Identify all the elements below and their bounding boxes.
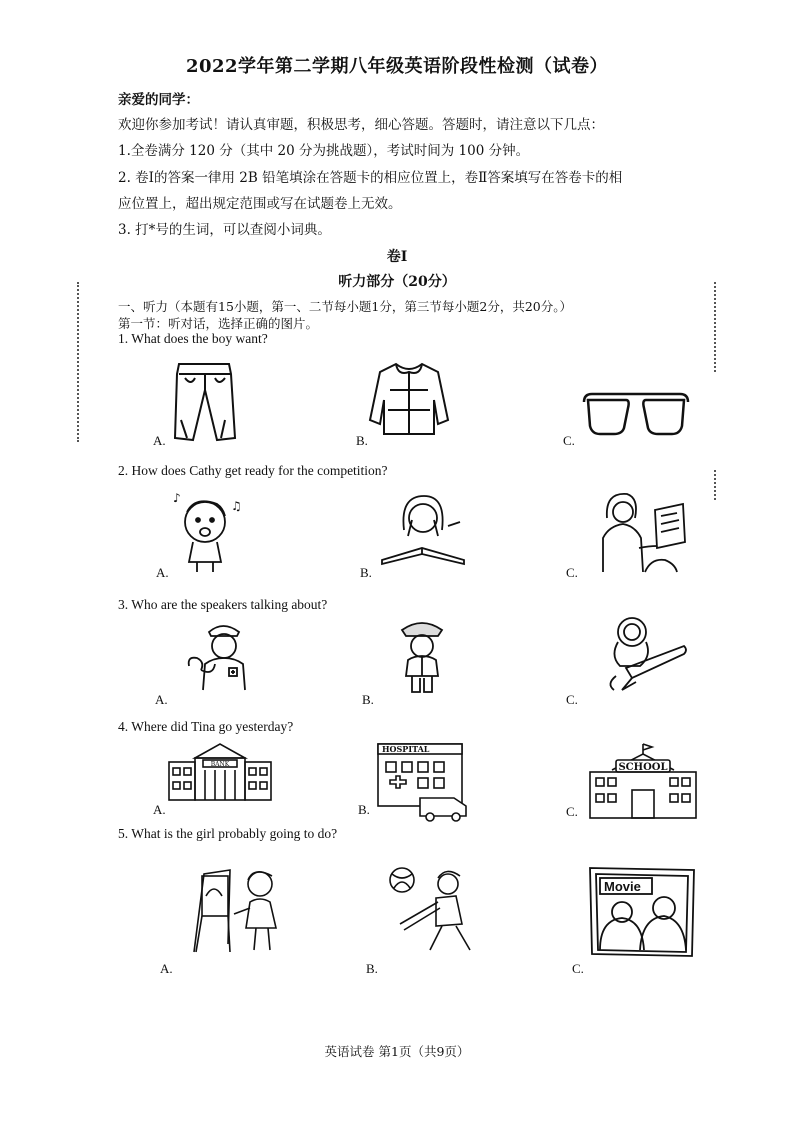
note-2b: 应位置上，超出规定范围或写在试题卷上无效。	[118, 196, 402, 212]
q1-option-b: B.	[356, 433, 368, 448]
q1-option-a: A.	[153, 433, 166, 448]
note-3: 3. 打*号的生词，可以查阅小词典。	[118, 222, 331, 238]
binding-line-right	[714, 282, 718, 372]
doctor-icon	[183, 618, 267, 692]
reading-girl-icon	[378, 490, 468, 566]
question-3: 3. Who are the speakers talking about?	[118, 597, 328, 612]
teacher-book-icon	[595, 488, 689, 576]
trousers-icon	[165, 360, 243, 442]
astronaut-icon	[596, 612, 690, 694]
question-1: 1. What does the boy want?	[118, 331, 268, 346]
svg-text:♪: ♪	[173, 491, 181, 505]
painting-girl-icon	[190, 866, 286, 954]
school-icon	[586, 742, 700, 820]
q3-option-c: C.	[566, 692, 578, 707]
hospital-icon	[376, 740, 470, 822]
hospital-sign: HOSPITAL	[382, 744, 430, 754]
jacket-icon	[368, 360, 450, 438]
binding-line-left	[77, 282, 81, 442]
q2-option-c: C.	[566, 565, 578, 580]
movie-sign: Movie	[604, 879, 641, 894]
svg-text:♫: ♫	[231, 499, 242, 513]
page-footer: 英语试卷 第1页（共9页）	[324, 1044, 470, 1059]
binding-line-right-2	[714, 470, 718, 500]
movie-icon	[586, 864, 698, 958]
greeting: 亲爱的同学：	[118, 92, 199, 108]
q5-option-a: A.	[160, 961, 173, 976]
page-title: 2022学年第二学期八年级英语阶段性检测（试卷）	[185, 56, 609, 77]
q4-option-a: A.	[153, 802, 166, 817]
question-5: 5. What is the girl probably going to do?	[118, 826, 338, 841]
glasses-icon	[580, 388, 692, 438]
note-1: 1.全卷满分 120 分（其中 20 分为挑战题），考试时间为 100 分钟。	[118, 143, 530, 159]
intro-text: 欢迎你参加考试！请认真审题，积极思考，细心答题。答题时，请注意以下几点：	[118, 117, 604, 133]
q4-option-c: C.	[566, 804, 578, 819]
volume-heading: 卷Ⅰ	[386, 249, 408, 265]
q4-option-b: B.	[358, 802, 370, 817]
school-sign: SCHOOL	[618, 762, 668, 773]
q5-option-c: C.	[572, 961, 584, 976]
q2-option-b: B.	[360, 565, 372, 580]
question-4: 4. Where did Tina go yesterday?	[118, 719, 294, 734]
bank-sign: BANK	[210, 761, 230, 768]
note-2a: 2. 卷Ⅰ的答案一律用 2B 铅笔填涂在答题卡的相应位置上，卷Ⅱ答案填写在答卷卡的相	[118, 170, 623, 186]
q5-option-b: B.	[366, 961, 378, 976]
bank-icon	[165, 740, 275, 802]
listening-instruction: 一、听力（本题有15小题，第一、二节每小题1分，第三节每小题2分，共20分。）	[118, 299, 572, 314]
subsection-title: 第一节：听对话，选择正确的图片。	[118, 316, 319, 331]
question-2: 2. How does Cathy get ready for the competition?	[118, 463, 388, 478]
policeman-icon	[392, 616, 452, 696]
q3-option-b: B.	[362, 692, 374, 707]
part-heading: 听力部分（20分）	[338, 274, 456, 290]
singing-girl-icon	[165, 488, 245, 574]
q3-option-a: A.	[155, 692, 168, 707]
q2-option-a: A.	[156, 565, 169, 580]
volleyball-icon	[386, 866, 482, 952]
q1-option-c: C.	[563, 433, 575, 448]
